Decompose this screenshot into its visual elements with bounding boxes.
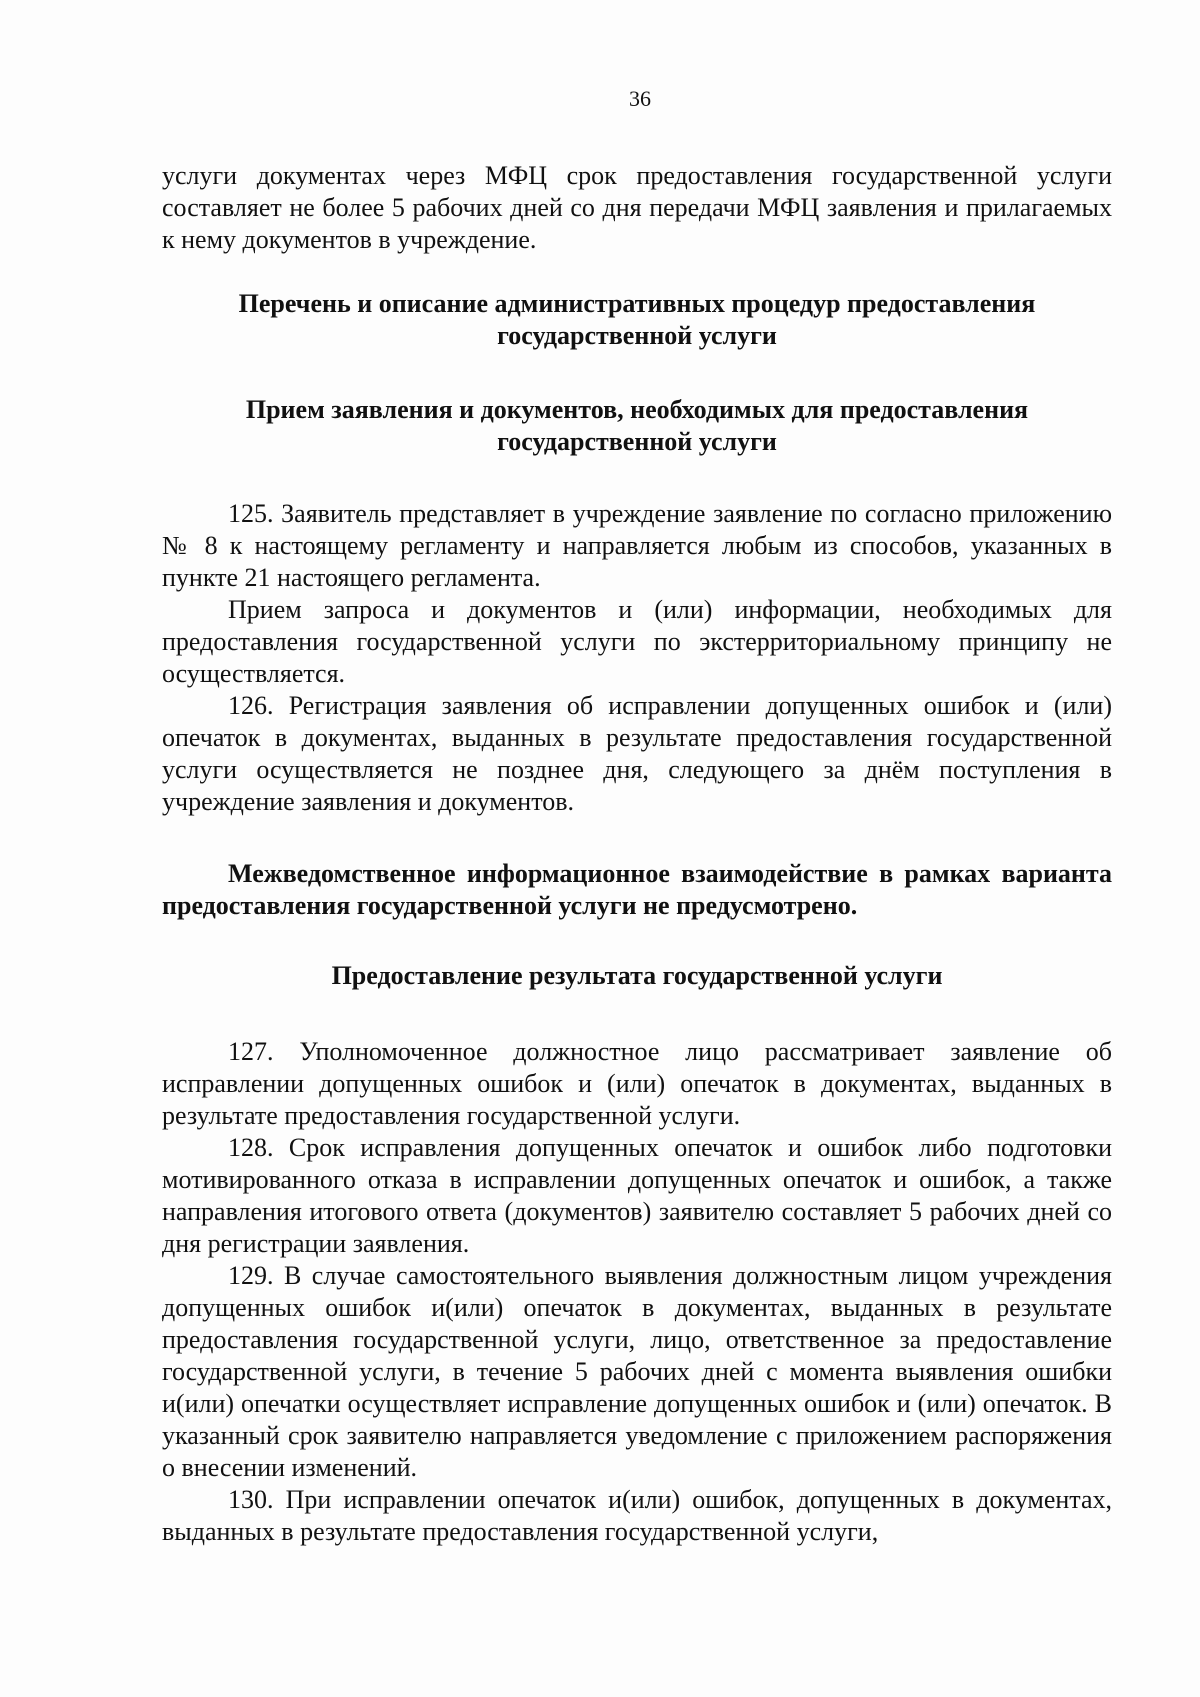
section-result-body [162,1036,1112,1548]
paragraph-127: 127. Уполномоченное должностное лицо рассматривает заявление об исправлении допущенных ошибок и (или) опечаток в документах, выданных в результате предоставления государственной услуги. [162,1037,1112,1130]
text-column [162,86,1112,1548]
paragraph-130: 130. При исправлении опечаток и(или) ошибок, допущенных в документах, выданных в результате предоставления государственной услуги, [162,1485,1112,1546]
heading-result: Предоставление результата государственной услуги [331,961,943,990]
page-number: 36 [629,86,651,111]
paragraph-extraterritorial: Прием запроса и документов и (или) информации, необходимых для предоставления государственной услуги по экстерриториальному принципу не осуществляется. [162,595,1112,688]
heading-reception [162,394,1112,458]
paragraph-129: 129. В случае самостоятельного выявления должностным лицом учреждения допущенных ошибок и(или) опечаток в документах, выданных в результате предоставления государственной услуги, лицо, ответственное за предоставление государственной услуги, в течение 5 рабочих дней с момента выявления ошибки и(или) опечатки осуществляет исправление допущенных ошибок и (или) опечаток. В указанный срок заявителю направляется уведомление с приложением распоряжения о внесении изменений. [162,1261,1112,1482]
paragraph-128: 128. Срок исправления допущенных опечаток и ошибок либо подготовки мотивированного отказа в исправлении допущенных опечаток и ошибок, а также направления итогового ответа (документов) заявителю составляет 5 рабочих дней со дня регистрации заявления. [162,1133,1112,1258]
heading-interagency: Межведомственное информационное взаимодействие в рамках варианта предоставления государственной услуги не предусмотрено. [162,859,1112,920]
heading-procedures-line1: Перечень и описание административных процедур предоставления [238,289,1036,318]
heading-procedures [162,288,1112,352]
heading-reception-line1: Прием заявления и документов, необходимых для предоставления [245,395,1029,424]
paragraph-126: 126. Регистрация заявления об исправлении допущенных ошибок и (или) опечаток в документах, выданных в результате предоставления государственной услуги осуществляется не позднее дня, следующего за днём поступления в учреждение заявления и документов. [162,691,1112,816]
heading-reception-line2: государственной услуги [497,427,777,456]
intro-paragraph: услуги документах через МФЦ срок предоставления государственной услуги составляет не более 5 рабочих дней со дня передачи МФЦ заявления и прилагаемых к нему документов в учреждение. [162,161,1112,254]
heading-procedures-line2: государственной услуги [497,321,777,350]
paragraph-125: 125. Заявитель представляет в учреждение заявление по согласно приложению № 8 к настоящему регламенту и направляется любым из способов, указанных в пункте 21 настоящего регламента. [162,499,1112,592]
section-reception-body [162,498,1112,818]
